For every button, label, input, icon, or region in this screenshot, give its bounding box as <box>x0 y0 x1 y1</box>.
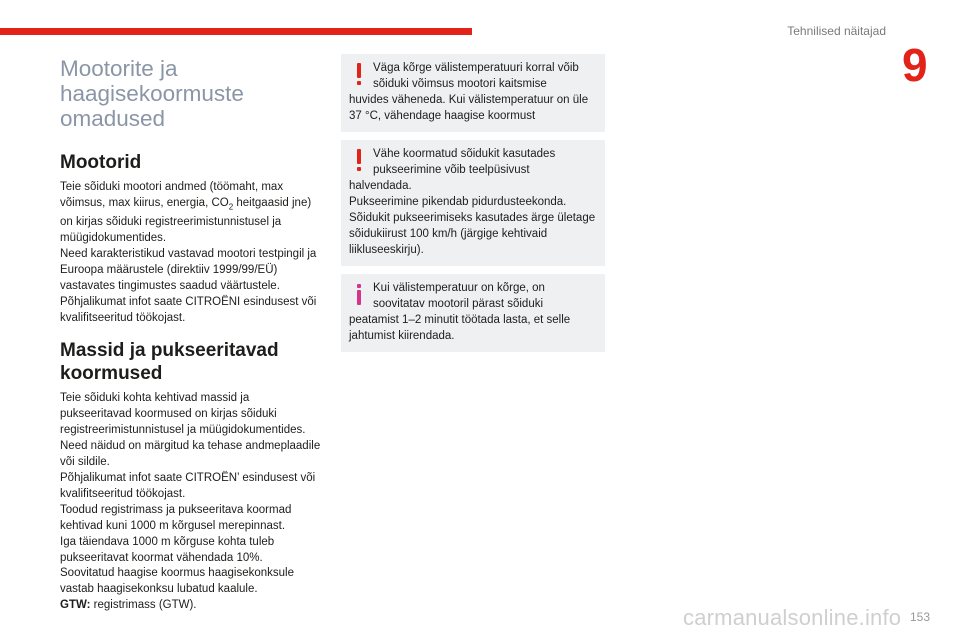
page-title: Mootorite ja haagisekoormuste omadused <box>60 56 244 131</box>
engines-paragraph-1: Teie sõiduki mootori andmed (töömaht, max võimsus, max kiirus, energia, $CO_2$ heitgaasid jne) on kirjas sõiduki registreerimistunnistusel ja müügidokumentides. <box>60 181 312 245</box>
masses-paragraph-1: Teie sõiduki kohta kehtivad massid ja pukseeritavad koormused on kirjas sõiduki registreerimistunnistusel ja müügidokumentides. <box>60 392 306 437</box>
warning-box-temperature <box>341 54 605 132</box>
gtw-label: GTW: <box>60 599 91 612</box>
masses-gtw-line: GTW: registrimass (GTW). <box>60 599 197 612</box>
watermark: carmanualsonline.info <box>683 605 902 630</box>
warning-box-towing <box>341 140 605 266</box>
warning-exclamation-icon <box>352 61 366 87</box>
info-box-cooling <box>341 274 605 352</box>
warning-box-towing-braking: Pukseerimine pikendab pidurdusteekonda. <box>349 196 567 208</box>
masses-paragraph-2: Need näidud on märgitud ka tehase andmeplaadile või sildile. <box>60 440 321 469</box>
right-column <box>341 54 605 360</box>
chapter-title: Tehnilised näitajad <box>787 24 886 38</box>
warning-box-towing-lead: Vähe koormatud sõidukit kasutades pukseerimine võib teelpüsivust <box>373 148 556 176</box>
warning-exclamation-icon <box>352 147 366 173</box>
warning-box-temperature-text: huvides väheneda. Kui välistemperatuur on üle 37 °C, vähendage haagise koormust <box>349 94 589 122</box>
masses-paragraph-3: Põhjalikumat infot saate CITROËN’ esindusest või kvalifitseeritud töökojast. <box>60 471 316 500</box>
masses-paragraph-6: Soovitatud haagise koormus haagisekonksule vastab haagisekonksu lubatud kaalule. <box>60 567 294 596</box>
info-i-icon <box>352 281 366 307</box>
warning-box-towing-text: halvendada. <box>349 180 412 192</box>
page-number: 153 <box>909 610 930 624</box>
masses-paragraph-5: Iga täiendava 1000 m kõrguse kohta tuleb pukseeritavat koormat vähendada 10%. <box>60 535 275 564</box>
info-box-cooling-lead: Kui välistemperatuur on kõrge, on soovitatav mootoril pärast sõiduki <box>373 282 545 310</box>
masses-paragraph-4: Toodud registrimass ja pukseeritava koormad kehtivad kuni 1000 m kõrgusel merepinnast. <box>60 503 292 532</box>
header-accent-bar <box>0 28 472 35</box>
engines-paragraph-2: Need karakteristikud vastavad mootori testpingil ja Euroopa määrustele (direktiiv 1999/99/EÜ) vastavates tingimustes saadud väärtustele. <box>60 247 317 292</box>
chapter-number: 9 <box>902 39 928 91</box>
section-title-masses: Massid ja pukseeritavad koormused <box>60 340 279 385</box>
warning-box-towing-speed: Sõidukit pukseerimiseks kasutades ärge ületage sõidukiirust 100 km/h (järgige kehtivaid liikluseeskirju). <box>349 212 596 256</box>
warning-box-temperature-lead: Väga kõrge välistemperatuuri korral võib sõiduki võimsus mootori kaitsmise <box>373 62 579 90</box>
section-title-engines: Mootorid <box>60 152 142 173</box>
engines-paragraph-3: Põhjalikumat infot saate CITROËNI esindusest või kvalifitseeritud töökojast. <box>60 295 317 324</box>
info-box-cooling-text: peatamist 1–2 minutit töötada lasta, et selle jahtumist kiirendada. <box>349 314 571 342</box>
left-column <box>60 56 322 614</box>
